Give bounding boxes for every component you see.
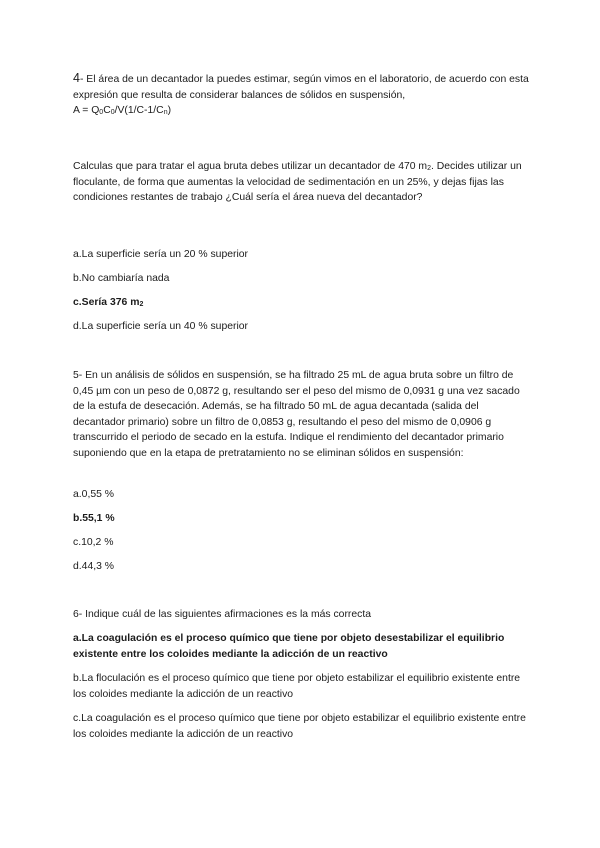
question-5-option-c: c.10,2 % bbox=[73, 537, 114, 548]
question-5-option-a: a.0,55 % bbox=[73, 489, 115, 500]
question-6-option-b: b.La floculación es el proceso químico que tiene por objeto estabilizar el equilibrio existente entre los coloides mediante la adicción de un reactivo bbox=[73, 673, 521, 700]
question-5-text: 5- En un análisis de sólidos en suspensión, se ha filtrado 25 mL de agua bruta sobre un filtro de 0,45 µm con un peso de 0,0872 g, resultando ser el peso del mismo de 0,0931 g una vez sacado de la estufa de desecación. Además, se ha filtrado 50 mL de agua decantada (salida del decantador primario) sobre un filtro de 0,0853 g, resultando el peso del mismo de 0,0906 g transcurrido el periodo de secado en la estufa. Indique el rendimiento del decantador primario suponiendo que en la etapa de pretratamiento no se eliminan sólidos en suspensión: bbox=[73, 370, 520, 459]
question-5-option-d: d.44,3 % bbox=[73, 561, 115, 572]
question-4-option-d: d.La superficie sería un 40 % superior bbox=[73, 321, 249, 332]
question-4-formula: $A = Q_0C_0/V(1/C-1/C_n)$ bbox=[73, 105, 172, 117]
question-6-text: 6- Indique cuál de las siguientes afirmaciones es la más correcta bbox=[73, 609, 372, 620]
question-4-option-a: a.La superficie sería un 20 % superior bbox=[73, 249, 249, 260]
question-4-option-c-correct: c.Sería 376 $m_2$ bbox=[73, 297, 144, 308]
question-4-intro bbox=[73, 71, 533, 119]
question-5-option-b-correct: b.55,1 % bbox=[73, 513, 115, 524]
question-6-option-a-correct: a.La coagulación es el proceso químico que tiene por objeto desestabilizar el equilibrio existente entre los coloides mediante la adicción de un reactivo bbox=[73, 633, 505, 660]
question-6-option-c: c.La coagulación es el proceso químico que tiene por objeto estabilizar el equilibrio existente entre los coloides mediante la adicción de un reactivo bbox=[73, 713, 526, 740]
question-4-option-b: b.No cambiaría nada bbox=[73, 273, 170, 284]
question-4-number: 4 bbox=[73, 71, 80, 85]
question-4-intro-text: - El área de un decantador la puedes estimar, según vimos en el laboratorio, de acuerdo con esta expresión que resulta de considerar balances de sólidos en suspensión, bbox=[73, 74, 529, 101]
question-4-body: Calculas que para tratar el agua bruta debes utilizar un decantador de 470 $m_2$. Decides utilizar un floculante, de forma que aumentas la velocidad de sedimentación en un 25%, y dejas fijas las condiciones restantes de trabajo ¿Cuál sería el área nueva del decantador? bbox=[73, 161, 522, 204]
